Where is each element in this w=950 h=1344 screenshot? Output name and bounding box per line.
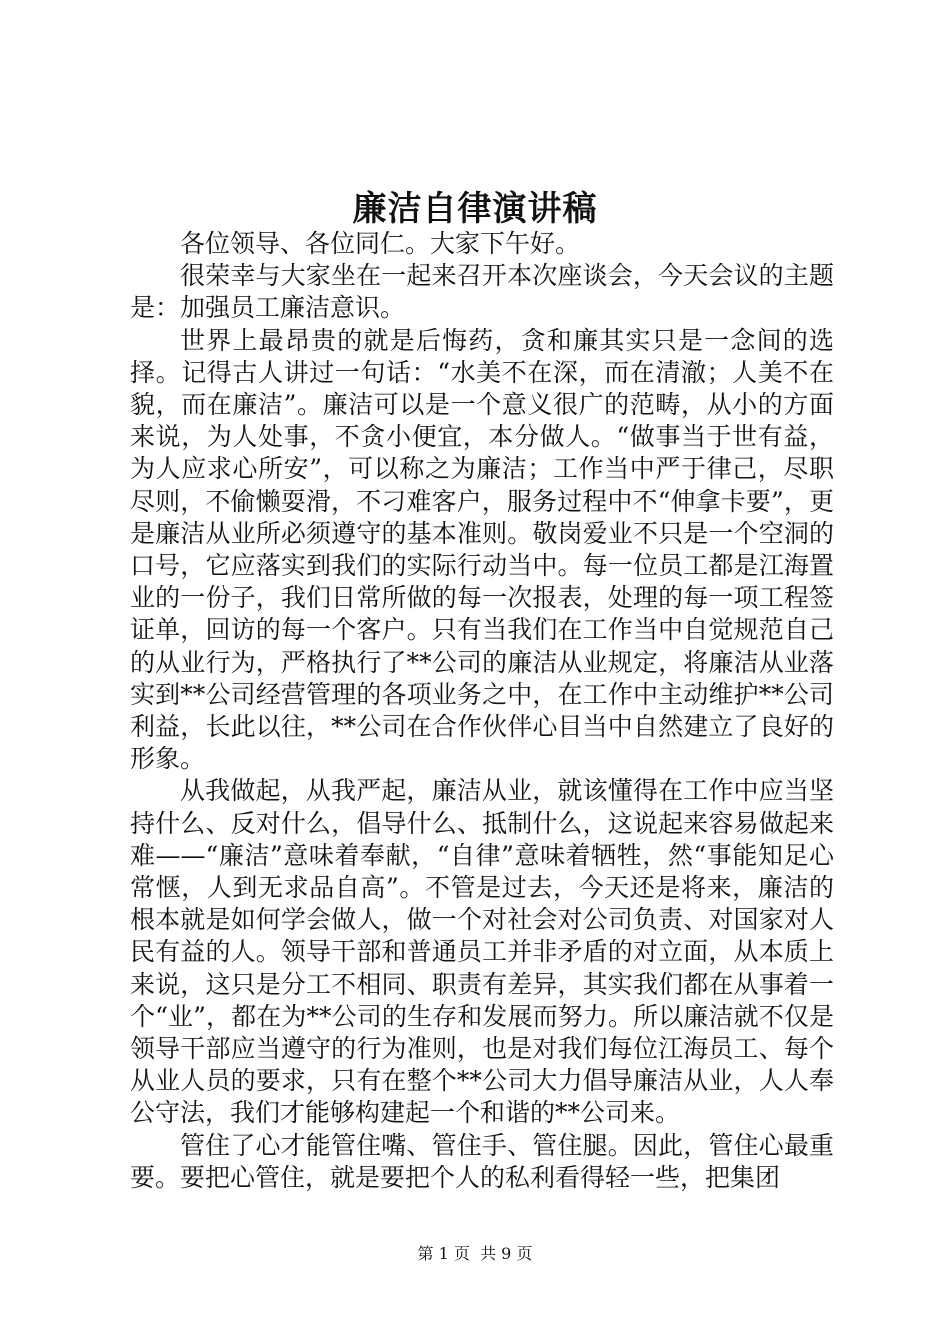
- paragraph-integrity: 世界上最昂贵的就是后悔药，贪和廉其实只是一念间的选择。记得古人讲过一句话：“水美不在深，而在清澈；人美不在貌，而在廉洁”。廉洁可以是一个意义很广的范畴，从小的方面来说，为人处事，不贪小便宜，本分做人。“做事当于世有益，为人应求心所安”，可以称之为廉洁；工作当中严于律己，尽职尽则，不偷懒耍滑，不刁难客户，服务过程中不“伸拿卡要”，更是廉洁从业所必须遵守的基本准则。敬岗爱业不只是一个空洞的口号，它应落实到我们的实际行动当中。每一位员工都是江海置业的一份子，我们日常所做的每一次报表，处理的每一项工程签证单，回访的每一个客户。只有当我们在工作当中自觉规范自己的从业行为，严格执行了**公司的廉洁从业规定，将廉洁从业落实到**公司经营管理的各项业务之中，在工作中主动维护**公司利益，长此以往，**公司在合作伙伴心目当中自然建立了良好的形象。: [130, 325, 834, 774]
- paragraph-greeting: 各位领导、各位同仁。大家下午好。: [180, 229, 581, 258]
- page-number: 第 1 页 共 9 页: [417, 1244, 533, 1263]
- paragraph-start-with-me: 从我做起，从我严起，廉洁从业，就该懂得在工作中应当坚持什么、反对什么，倡导什么、抵制什么，这说起来容易做起来难——“廉洁”意味着奉献，“自律”意味着牺牲，然“事能知足心常惬，人到无求品自高”。不管是过去，今天还是将来，廉洁的根本就是如何学会做人，做一个对社会对公司负责、对国家对人民有益的人。领导干部和普通员工并非矛盾的对立面，从本质上来说，这只是分工不相同、职责有差异，其实我们都在从事着一个“业”，都在为**公司的生存和发展而努力。所以廉洁就不仅是领导干部应当遵守的行为准则，也是对我们每位江海员工、每个从业人员的要求，只有在整个**公司大力倡导廉洁从业，人人奉公守法，我们才能够构建起一个和谐的**公司来。: [130, 776, 834, 1128]
- paragraph-manage-heart: 管住了心才能管住嘴、管住手、管住腿。因此，管住心最重要。要把心管住，就是要把个人的私利看得轻一些，把集团: [130, 1130, 834, 1192]
- document-body: [130, 228, 834, 1194]
- document-title: 廉洁自律演讲稿: [352, 189, 598, 229]
- page-footer: [0, 1243, 950, 1265]
- paragraph-meeting-theme: 很荣幸与大家坐在一起来召开本次座谈会，今天会议的主题是：加强员工廉洁意识。: [130, 261, 834, 323]
